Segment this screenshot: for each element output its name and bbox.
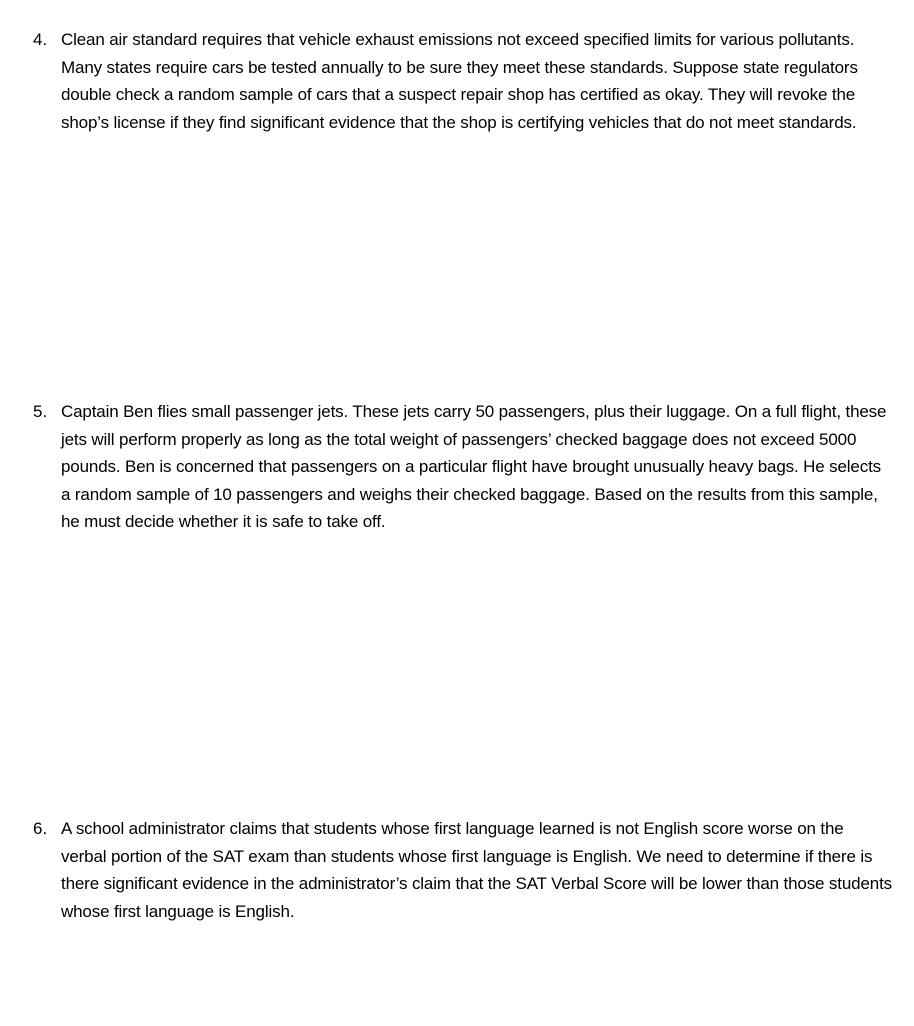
problem-text: A school administrator claims that students whose first language learned is not English score worse on the verbal portion of the SAT exam than students whose first language is English. We need to determine if there is there significant evidence in the administrator’s claim that the SAT Verbal Score will be lower than those students whose first language is English. [61,819,892,921]
problem-number: 4. [33,30,48,49]
problem-number: 5. [33,402,48,421]
problem-6 [33,815,893,925]
problem-5 [33,398,893,536]
problem-4 [33,26,893,136]
problem-number: 6. [33,819,48,838]
problem-text: Captain Ben flies small passenger jets. These jets carry 50 passengers, plus their luggage. On a full flight, these jets will perform properly as long as the total weight of passengers’ checked baggage does not exceed 5000 pounds. Ben is concerned that passengers on a particular flight have brought unusually heavy bags. He selects a random sample of 10 passengers and weighs their checked baggage. Based on the results from this sample, he must decide whether it is safe to take off. [61,402,887,531]
problem-text: Clean air standard requires that vehicle exhaust emissions not exceed specified limits for various pollutants. Many states require cars be tested annually to be sure they meet these standards. Suppose state regulators double check a random sample of cars that a suspect repair shop has certified as okay. They will revoke the shop’s license if they find significant evidence that the shop is certifying vehicles that do not meet standards. [61,30,858,132]
